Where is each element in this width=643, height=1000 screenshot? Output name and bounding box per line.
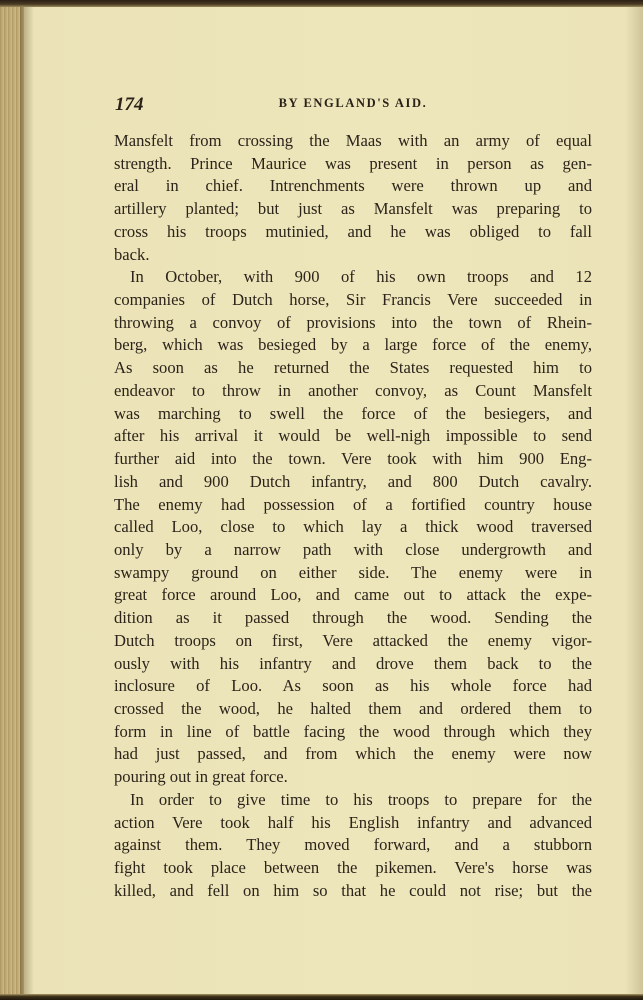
text-line: The enemy had possession of a fortified country house (114, 494, 592, 514)
text-line: after his arrival it would be well-nigh impossible to send (114, 426, 592, 446)
text-line: action Vere took half his English infantry and advanced (114, 812, 592, 832)
text-line: artillery planted; but just as Mansfelt was preparing to (114, 199, 592, 219)
text-line: crossed the wood, he halted them and ordered them to (114, 698, 592, 718)
text-line: swampy ground on either side. The enemy were in (114, 562, 592, 582)
text-line: form in line of battle facing the wood through which they (114, 721, 592, 741)
text-line: called Loo, close to which lay a thick wood traversed (114, 517, 592, 537)
page-number: 174 (115, 94, 144, 115)
running-head: BY ENGLAND'S AID. (278, 96, 428, 110)
text-line: companies of Dutch horse, Sir Francis Vere succeeded in (114, 290, 592, 310)
text-line: dition as it passed through the wood. Sending the (114, 608, 592, 628)
right-edge-shadow (625, 0, 643, 1000)
text-line: strength. Prince Maurice was present in person as gen- (114, 153, 592, 173)
text-line: pouring out in great force. (114, 767, 288, 787)
text-line: only by a narrow path with close undergrowth and (114, 539, 592, 559)
text-line: As soon as he returned the States requested him to (114, 358, 592, 378)
text-line: back. (114, 244, 150, 264)
text-line: lish and 900 Dutch infantry, and 800 Dutch cavalry. (114, 471, 592, 491)
page-header (115, 94, 591, 118)
text-line: ously with his infantry and drove them back to the (114, 653, 592, 673)
text-line: further aid into the town. Vere took with him 900 Eng- (114, 449, 592, 469)
text-line: cross his troops mutinied, and he was obliged to fall (114, 221, 592, 241)
text-line: endeavor to throw in another convoy, as Count Mansfelt (114, 380, 592, 400)
text-line: eral in chief. Intrenchments were thrown up and (114, 176, 592, 196)
gutter-shadow (20, 0, 34, 1000)
text-line: against them. They moved forward, and a stubborn (114, 835, 592, 855)
text-line: berg, which was besieged by a large force of the enemy, (114, 335, 592, 355)
text-line: fight took place between the pikemen. Vere's horse was (114, 858, 592, 877)
text-line: inclosure of Loo. As soon as his whole force had (114, 676, 592, 696)
body-text (114, 130, 592, 902)
text-line: In October, with 900 of his own troops and 12 (130, 267, 592, 287)
bottom-edge (0, 994, 643, 1000)
top-edge (0, 0, 643, 7)
text-line: was marching to swell the force of the besiegers, and (114, 403, 592, 423)
text-line: throwing a convoy of provisions into the town of Rhein- (114, 312, 592, 332)
text-line: Mansfelt from crossing the Maas with an army of equal (114, 131, 592, 150)
text-line: killed, and fell on him so that he could not rise; but the (114, 880, 592, 900)
text-line: Dutch troops on first, Vere attacked the enemy vigor- (114, 630, 592, 650)
text-line: great force around Loo, and came out to attack the expe- (114, 585, 592, 605)
text-line: had just passed, and from which the enemy were now (114, 744, 592, 764)
text-line: In order to give time to his troops to prepare for the (130, 789, 592, 809)
